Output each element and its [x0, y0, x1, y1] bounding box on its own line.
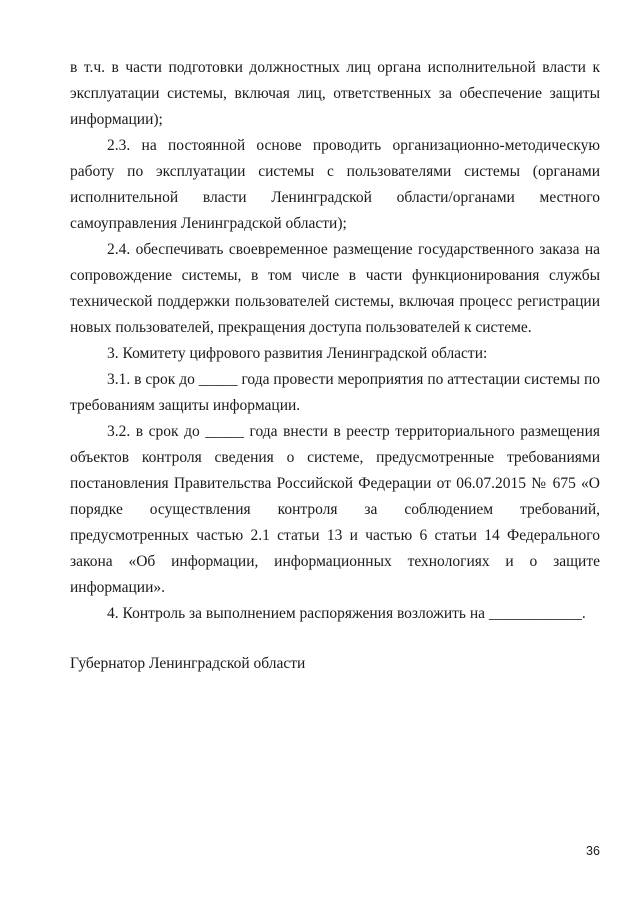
page-number: 36 [586, 844, 600, 858]
paragraph-2-3: 2.3. на постоянной основе проводить организационно-методическую работу по эксплуатации системы с пользователями системы (органами исполнительной власти Ленинградской области/органами местного самоуправления Ленинградской области); [70, 137, 600, 232]
signature-line: Губернатор Ленинградской области [70, 655, 306, 672]
paragraph-3-2: 3.2. в срок до _____ года внести в реестр территориального размещения объектов контроля сведения о системе, предусмотренные требованиями постановления Правительства Российской Федерации от 06.07.2015 № 675 «О порядке осуществления контроля за соблюдением требований, предусмотренных частью 2.1 статьи 13 и частью 6 статьи 14 Федерального закона «Об информации, информационных технологиях и о защите информации». [70, 423, 600, 596]
paragraph-3: 3. Комитету цифрового развития Ленинградской области: [107, 345, 488, 362]
paragraph-continuation: в т.ч. в части подготовки должностных лиц органа исполнительной власти к эксплуатации системы, включая лиц, ответственных за обеспечение защиты информации); [70, 59, 600, 128]
paragraph-3-1: 3.1. в срок до _____ года провести мероприятия по аттестации системы по требованиям защиты информации. [70, 371, 600, 414]
document-body [70, 55, 600, 627]
paragraph-4: 4. Контроль за выполнением распоряжения возложить на ____________. [107, 605, 586, 622]
paragraph-2-4: 2.4. обеспечивать своевременное размещение государственного заказа на сопровождение системы, в том числе в части функционирования службы технической поддержки пользователей системы, включая процесс регистрации новых пользователей, прекращения доступа пользователей к системе. [70, 241, 600, 336]
